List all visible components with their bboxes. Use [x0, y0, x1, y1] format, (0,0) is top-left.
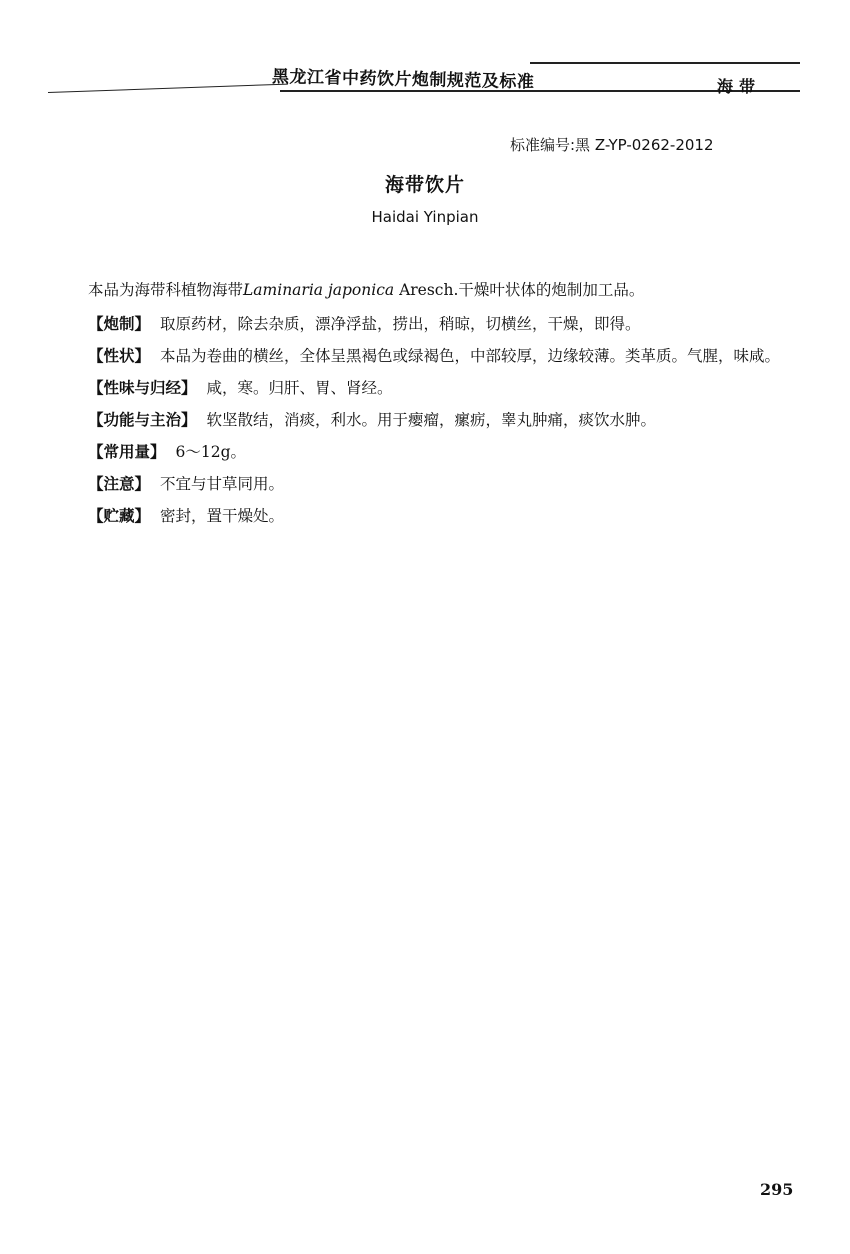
intro-text: 干燥叶状体的炮制加工品。: [458, 281, 645, 299]
latin-name: Laminaria japonica: [243, 281, 395, 299]
section-description: [60, 340, 782, 372]
intro-text: 本品为海带科植物海带: [88, 281, 244, 299]
intro-paragraph: [60, 274, 782, 306]
section-label: 【注意】: [88, 475, 151, 493]
running-header-title: 黑龙江省中药饮片炮制规范及标准: [271, 67, 535, 93]
section-label: 【贮藏】: [88, 507, 151, 525]
section-function-indication: [60, 404, 782, 436]
section-text: 取原药材，除去杂质，漂净浮盐，捞出，稍晾，切横丝，干燥，即得。: [160, 315, 641, 333]
page-title: 海带饮片: [384, 174, 465, 196]
section-text: 不宜与甘草同用。: [160, 475, 285, 493]
section-storage: [60, 500, 782, 532]
section-text: 本品为卷曲的横丝，全体呈黑褐色或绿褐色，中部较厚，边缘较薄。类革质。气腥，味咸。: [160, 347, 781, 365]
section-text: 6～12g。: [175, 443, 247, 461]
section-text: 咸，寒。归肝、胃、肾经。: [206, 379, 393, 397]
running-header-section: 海带: [717, 77, 762, 96]
page-subtitle-pinyin: Haidai Yinpian: [371, 208, 479, 226]
header-rule: [48, 84, 288, 93]
monograph-body: [60, 274, 782, 532]
section-label: 【常用量】: [88, 443, 166, 461]
section-label: 【功能与主治】: [88, 411, 197, 429]
section-nature-meridian: [60, 372, 782, 404]
section-caution: [60, 468, 782, 500]
section-label: 【性味与归经】: [88, 379, 197, 397]
section-text: 密封，置干燥处。: [160, 507, 285, 525]
latin-author: Aresch.: [394, 281, 459, 299]
section-label: 【性状】: [88, 347, 151, 365]
section-text: 软坚散结，消痰，利水。用于瘿瘤，瘰疬，睾丸肿痛，痰饮水肿。: [206, 411, 657, 429]
section-processing: [60, 308, 782, 340]
standard-number: 标准编号:黑 Z-YP-0262-2012: [510, 136, 714, 154]
header-rule: [530, 62, 800, 64]
page-number: 295: [760, 1180, 794, 1199]
section-dosage: [60, 436, 782, 468]
section-label: 【炮制】: [88, 315, 151, 333]
